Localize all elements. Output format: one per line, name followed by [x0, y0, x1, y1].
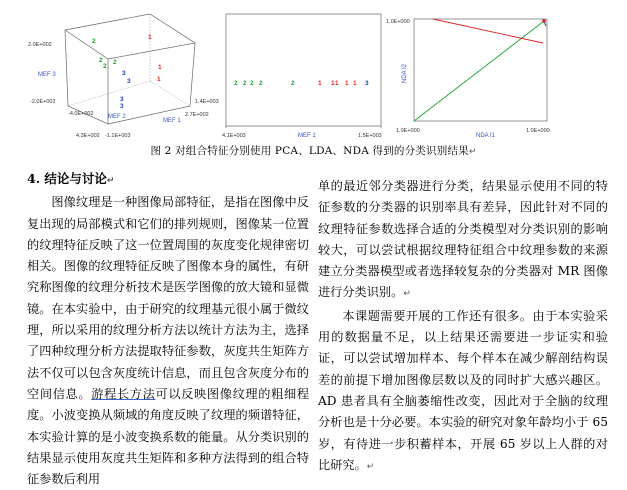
- panel-nda-plot: [386, 19, 550, 139]
- data-point: 1: [318, 80, 322, 87]
- tick-label: 1.4E+003: [195, 99, 219, 105]
- tick-label: 4.3E+002: [76, 133, 100, 139]
- data-point: 2: [250, 80, 254, 87]
- tick-label: -4.0E+002: [68, 111, 94, 117]
- tick-label: 1.5E+003: [358, 133, 382, 139]
- axis-label-x: MEF 1: [163, 118, 181, 124]
- paragraph: 单的最近邻分类器进行分类，结果显示使用不同的特征参数的分类器的识别率具有差异，因此针对不同的纹理特征参数选择合适的分类模型对分类识别的影响较大，可以尝试根据纹理特征组合中纹理参数的来源建立分类器模型或者选择较复杂的分类器对 MR 图像进行分类识别。↵: [318, 179, 608, 300]
- left-column: [27, 168, 309, 490]
- data-point: 2: [243, 80, 247, 87]
- data-point: 3: [120, 96, 124, 103]
- data-point: 1: [335, 80, 339, 87]
- axis-label-x: NDA I1: [476, 133, 496, 139]
- series-line: [433, 19, 543, 43]
- data-point: 2: [234, 80, 238, 87]
- spellcheck-underline: 游程长方法: [91, 386, 156, 401]
- panel-3d-scatter: [28, 14, 219, 139]
- paragraph: 本课题需要开展的工作还有很多。由于本实验采用的数据量不足，以上结果还需要进一步证实和验证，可以尝试增加样本、每个样本在减少解剖结构误差的前提下增加图像层数以及的同时扩大感兴趣区。AD 患者具有全脑萎缩性改变，因此对于全脑的纹理分析也是十分必要。本实验的研究对象年龄均小于 65 岁，有待进一步积蓄样本，开展 65 岁以上人群的对比研究。↵: [318, 308, 608, 472]
- tick-label: 4.1E+003: [222, 133, 246, 139]
- data-point: 1: [148, 34, 152, 41]
- tick-label: 2.0E+002: [28, 42, 52, 48]
- tick-label: 1.0E+000: [526, 128, 550, 134]
- tick-label: -2.0E+002: [30, 99, 56, 105]
- axis-label-y: MEF 3: [38, 72, 56, 78]
- paragraph: 图像纹理是一种图像局部特征，是指在图像中反复出现的局部模式和它们的排列规则，图像某一位置的纹理特征反映了这一位置周围的灰度变化规律密切相关。图像的纹理特征反映了图像本身的属性，有研究称图像的纹理分析技术是医学图像的放大镜和显微镜。在本实验中，由于研究的纹理基元很小属于微纹理，所以采用的纹理分析方法以统计方法为主，选择了四种纹理分析方法提取特征参数，灰度共生矩阵方法不仅可以包含灰度统计信息，而且包含灰度分布的空间信息。游程长方法可以反映图像纹理的粗细程度。小波变换从频域的角度反映了纹理的频谱特征，本实验计算的是小波变换系数的能量。从分类识别的结果显示使用灰度共生矩阵和多种方法得到的组合特征参数后利用: [27, 195, 310, 487]
- data-point: 2: [99, 57, 103, 64]
- tick-label: 1.0E+000: [386, 19, 410, 25]
- return-mark: ↵: [468, 147, 477, 157]
- data-point: 1: [353, 80, 357, 87]
- data-point: 3: [127, 78, 131, 85]
- panel-1d-scatter: [222, 14, 382, 139]
- tick-label: 1.0E+000: [396, 128, 420, 134]
- axis-label-x: MEF 1: [298, 133, 316, 139]
- data-point: 2: [291, 80, 295, 87]
- figure-2: [0, 6, 627, 140]
- data-point: 3: [365, 80, 369, 87]
- series-line: [414, 21, 544, 121]
- figure-plots: [0, 6, 627, 140]
- tick-label: -1.1E+003: [105, 133, 131, 139]
- data-point: 1: [158, 64, 162, 71]
- data-point: 2: [259, 80, 263, 87]
- data-point: 3: [120, 103, 124, 110]
- data-point: 2: [113, 59, 117, 66]
- axis-label-y: NDA I2: [402, 63, 408, 83]
- data-point: 3: [122, 70, 126, 77]
- data-point: 2: [103, 63, 107, 70]
- tick-label: 2.7E+002: [185, 112, 209, 118]
- axis-label-z: MEF 2: [108, 114, 126, 120]
- data-point: 1: [345, 80, 349, 87]
- figure-caption: 图 2 对组合特征分别使用 PCA、LDA、NDA 得到的分类识别结果↵: [150, 145, 477, 157]
- section-heading: 4. 结论与讨论↵: [27, 171, 115, 186]
- data-point: 1: [331, 80, 335, 87]
- data-point: 1: [157, 76, 161, 83]
- data-point: [542, 19, 546, 23]
- right-column: [318, 176, 608, 478]
- data-point: 2: [92, 38, 96, 45]
